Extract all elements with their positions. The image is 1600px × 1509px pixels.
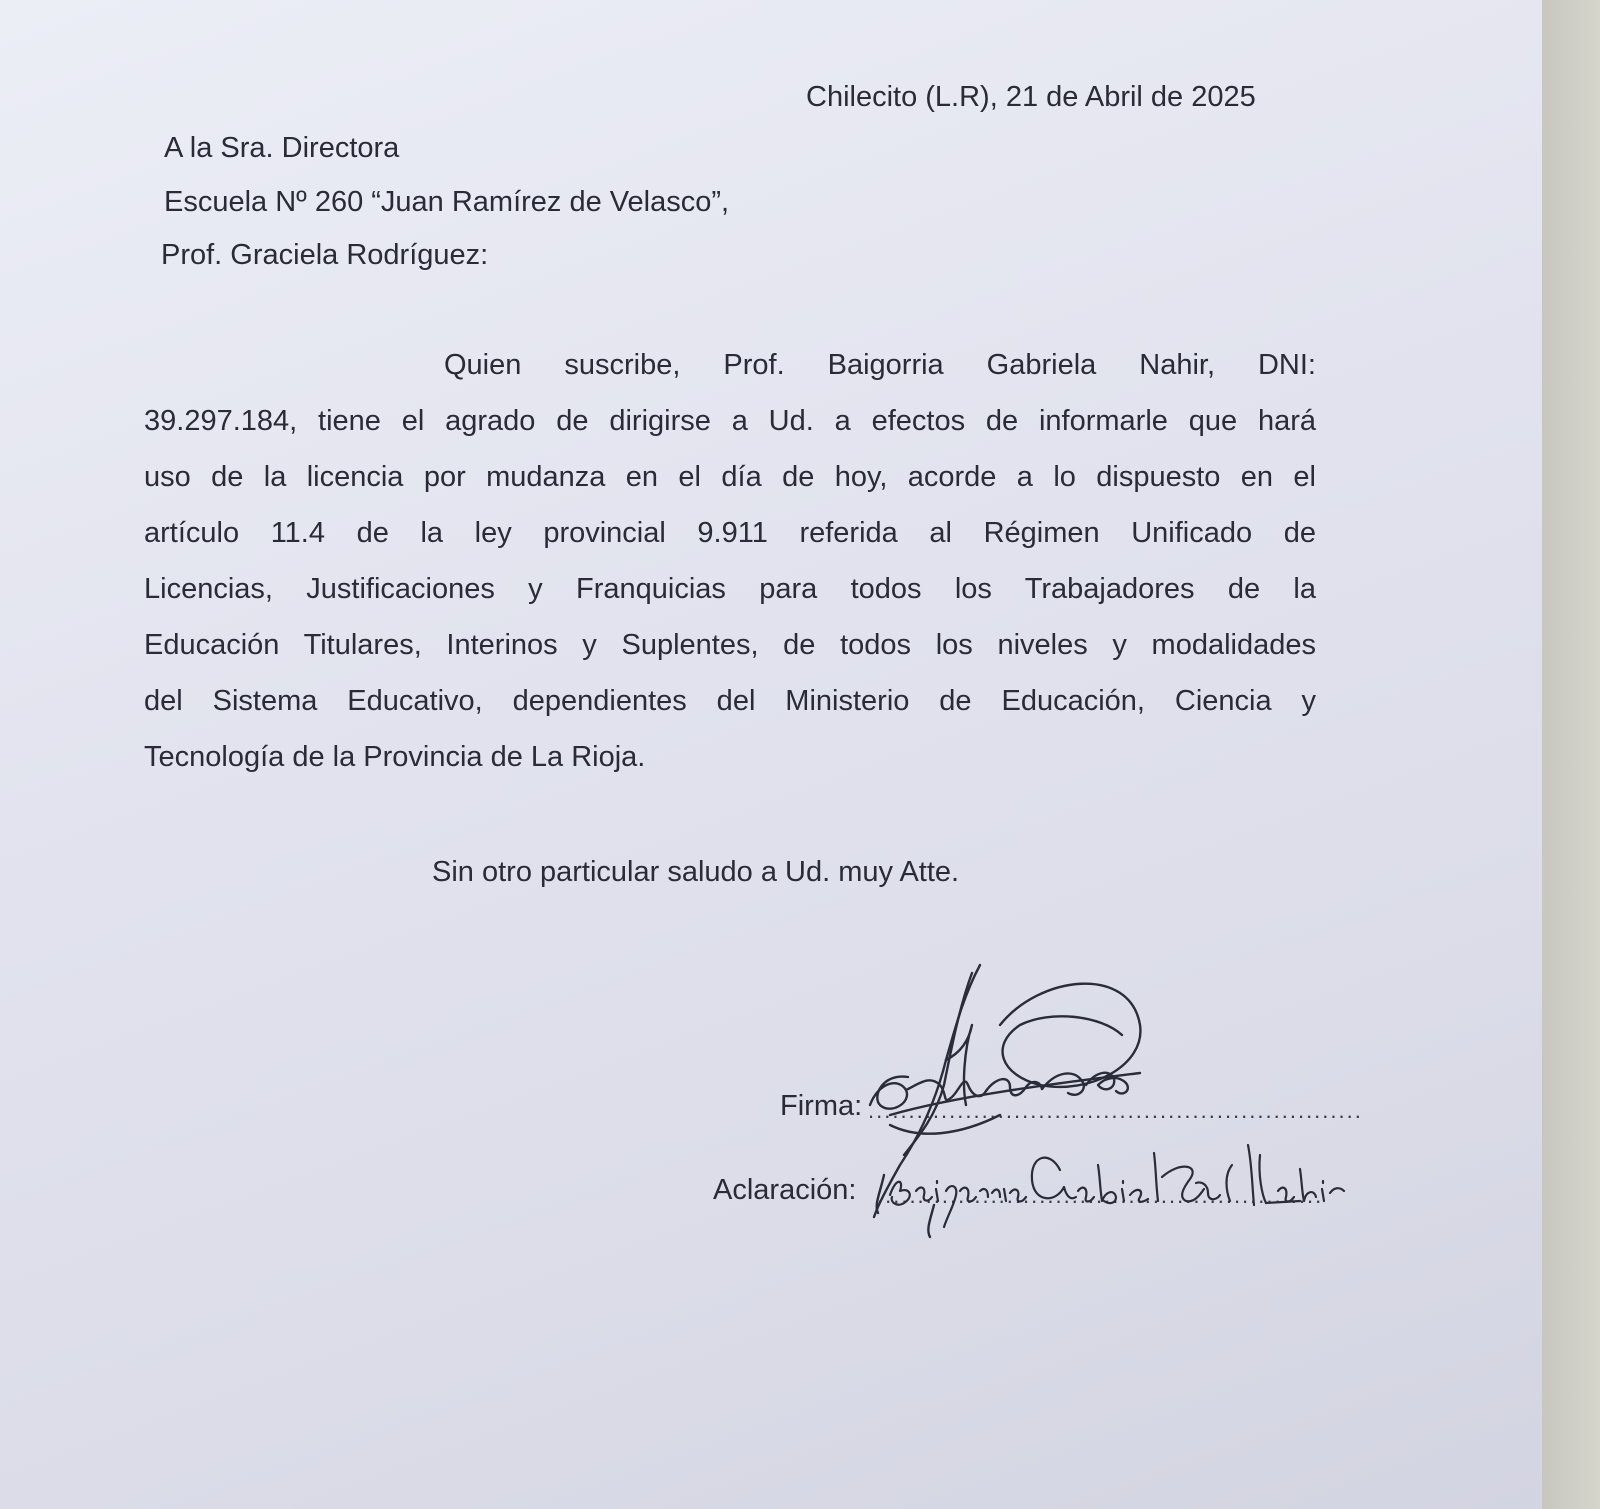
body-line: del Sistema Educativo, dependientes del Ministerio de Educación, Ciencia y [144, 685, 1316, 717]
recipient-title: A la Sra. Directora [164, 132, 400, 164]
body-line: artículo 11.4 de la ley provincial 9.911 referida al Régimen Unificado de [144, 517, 1316, 549]
closing-line: Sin otro particular saludo a Ud. muy Atte. [432, 856, 960, 888]
firma-dotted-line: ............................................................. [868, 1098, 1363, 1123]
body-line: 39.297.184, tiene el agrado de dirigirse a Ud. a efectos de informarle que hará [144, 405, 1316, 437]
background-edge [1542, 0, 1600, 1509]
recipient-school: Escuela Nº 260 “Juan Ramírez de Velasco”, [164, 186, 730, 218]
handwritten-signature [860, 965, 1380, 1240]
place-date: Chilecito (L.R), 21 de Abril de 2025 [806, 81, 1256, 113]
body-line: uso de la licencia por mudanza en el día de hoy, acorde a lo dispuesto en el [144, 461, 1316, 493]
letter-body [144, 345, 1316, 793]
body-line: Licencias, Justificaciones y Franquicias para todos los Trabajadores de la [144, 573, 1316, 605]
recipient-name: Prof. Graciela Rodríguez: [161, 239, 489, 271]
aclaracion-label: Aclaración: [713, 1174, 857, 1206]
aclaracion-dotted-line: ....................................................... [877, 1183, 1324, 1208]
firma-label: Firma: [780, 1090, 863, 1122]
body-line: Tecnología de la Provincia de La Rioja. [144, 741, 646, 773]
body-line: Educación Titulares, Interinos y Suplentes, de todos los niveles y modalidades [144, 629, 1316, 661]
body-line: Quien suscribe, Prof. Baigorria Gabriela Nahir, DNI: [444, 349, 1316, 381]
